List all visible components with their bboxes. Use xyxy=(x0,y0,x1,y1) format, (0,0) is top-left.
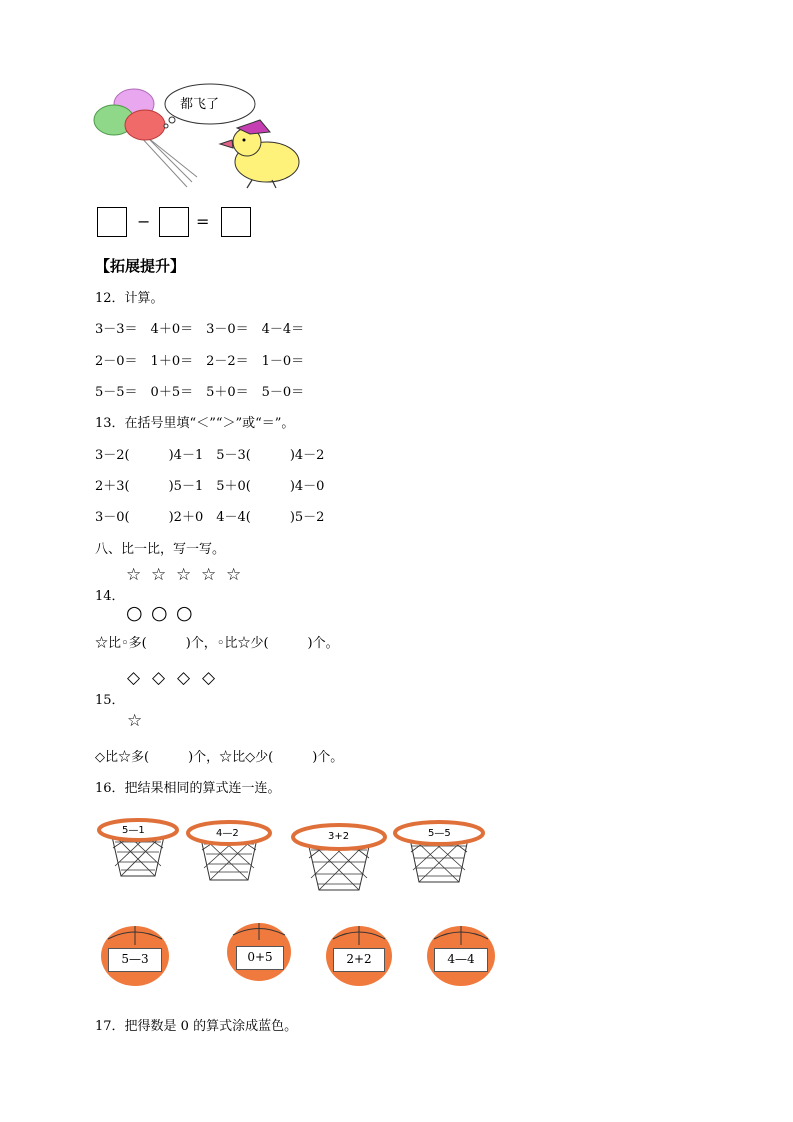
q13-row: 3－0( )2＋0 4－4( )5－2 xyxy=(95,510,325,525)
answer-box-1[interactable] xyxy=(97,207,127,237)
circle-icon: ○ xyxy=(151,602,168,624)
hoop-label: 5—1 xyxy=(122,825,145,836)
star-icon: ☆ xyxy=(226,565,242,585)
ball-label: 4—4 xyxy=(434,948,488,972)
ball-label: 2+2 xyxy=(333,948,385,972)
diamond-icon: ◇ xyxy=(127,668,141,688)
answer-box-2[interactable] xyxy=(159,207,189,237)
hoop-label: 4—2 xyxy=(216,828,239,839)
duck-icon xyxy=(220,120,299,188)
q15-sentence: ◇比☆多( )个，☆比◇少( )个。 xyxy=(95,750,344,765)
star-icon: ☆ xyxy=(151,565,167,585)
q12-row: 5－5＝ 0＋5＝ 5＋0＝ 5－0＝ xyxy=(95,385,305,400)
minus-sign: − xyxy=(137,212,151,231)
star-icon: ☆ xyxy=(127,711,143,731)
equals-sign: = xyxy=(196,212,210,231)
q15-number: 15． xyxy=(95,693,125,708)
circle-icon: ○ xyxy=(176,602,193,624)
q16-title: 16．把结果相同的算式连一连。 xyxy=(95,781,281,796)
q13-row: 2＋3( )5－1 5＋0( )4－0 xyxy=(95,479,325,494)
ball-label: 5—3 xyxy=(108,948,162,972)
q17-title: 17．把得数是 0 的算式涂成蓝色。 xyxy=(95,1019,298,1034)
star-icon: ☆ xyxy=(201,565,217,585)
q14-number: 14． xyxy=(95,589,125,604)
q14-sentence: ☆比◦多( )个，◦比☆少( )个。 xyxy=(95,636,339,651)
q12-row: 2－0＝ 1＋0＝ 2－2＝ 1－0＝ xyxy=(95,354,305,369)
hoop-label: 5—5 xyxy=(428,828,451,839)
q13-row: 3－2( )4－1 5－3( )4－2 xyxy=(95,448,325,463)
diamond-icon: ◇ xyxy=(177,668,191,688)
circle-icon: ○ xyxy=(126,602,143,624)
star-icon: ☆ xyxy=(176,565,192,585)
q12-title: 12．计算。 xyxy=(95,291,164,306)
diamond-icon: ◇ xyxy=(202,668,216,688)
speech-bubble-text: 都飞了 xyxy=(180,97,220,112)
q13-title: 13．在括号里填“＜”“＞”或“＝”。 xyxy=(95,416,295,431)
answer-box-3[interactable] xyxy=(221,207,251,237)
ball-label: 0+5 xyxy=(236,946,284,970)
diamond-icon: ◇ xyxy=(152,668,166,688)
star-icon: ☆ xyxy=(126,565,142,585)
hoop-label: 3+2 xyxy=(328,831,350,842)
section-heading: 【拓展提升】 xyxy=(95,257,186,275)
section8-title: 八、比一比，写一写。 xyxy=(95,542,226,557)
q12-row: 3－3＝ 4＋0＝ 3－0＝ 4－4＝ xyxy=(95,322,305,337)
